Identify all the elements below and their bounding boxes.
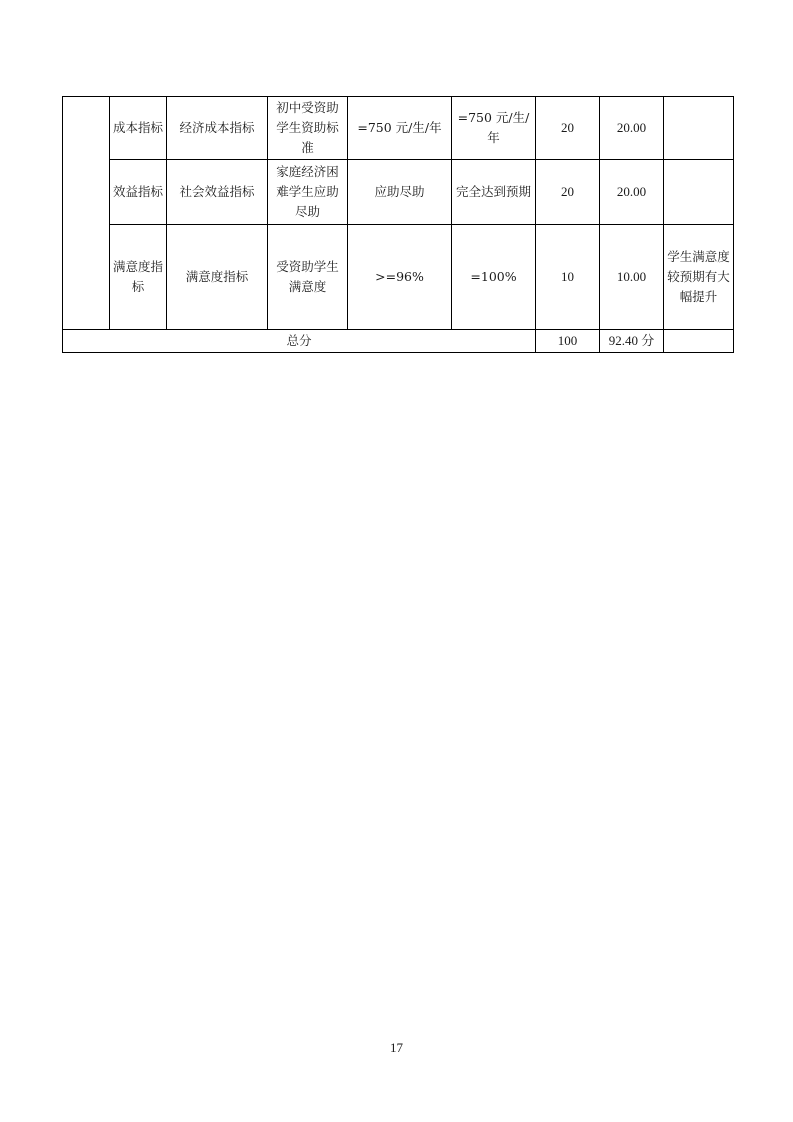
note-cell [664,97,734,160]
indicator-cell: 家庭经济困难学生应助尽助 [268,160,348,225]
actual-cell: 完全达到预期 [452,160,536,225]
level3-cell: 经济成本指标 [167,97,268,160]
table-row [63,160,734,225]
score-cell: 20.00 [600,160,664,225]
indicator-cell: 初中受资助学生资助标准 [268,97,348,160]
actual-cell: =750 元/生/年 [452,97,536,160]
level2-cell: 效益指标 [110,160,167,225]
note-cell [664,160,734,225]
total-row [63,330,734,353]
note-cell: 学生满意度较预期有大幅提升 [664,225,734,330]
target-cell: 应助尽助 [348,160,452,225]
total-label: 总分 [63,330,536,353]
target-cell: =750 元/生/年 [348,97,452,160]
total-note [664,330,734,353]
score-cell: 20.00 [600,97,664,160]
weight-cell: 20 [536,97,600,160]
weight-cell: 20 [536,160,600,225]
total-score: 92.40 分 [600,330,664,353]
level3-cell: 满意度指标 [167,225,268,330]
level2-cell: 成本指标 [110,97,167,160]
target-cell: >=96% [348,225,452,330]
table-row [63,225,734,330]
total-weight: 100 [536,330,600,353]
actual-cell: =100% [452,225,536,330]
level3-cell: 社会效益指标 [167,160,268,225]
page-number: 17 [390,1040,403,1055]
indicator-cell: 受资助学生满意度 [268,225,348,330]
performance-table [62,96,734,353]
score-cell: 10.00 [600,225,664,330]
weight-cell: 10 [536,225,600,330]
level2-cell: 满意度指标 [110,225,167,330]
level1-cell [63,97,110,330]
table-row [63,97,734,160]
